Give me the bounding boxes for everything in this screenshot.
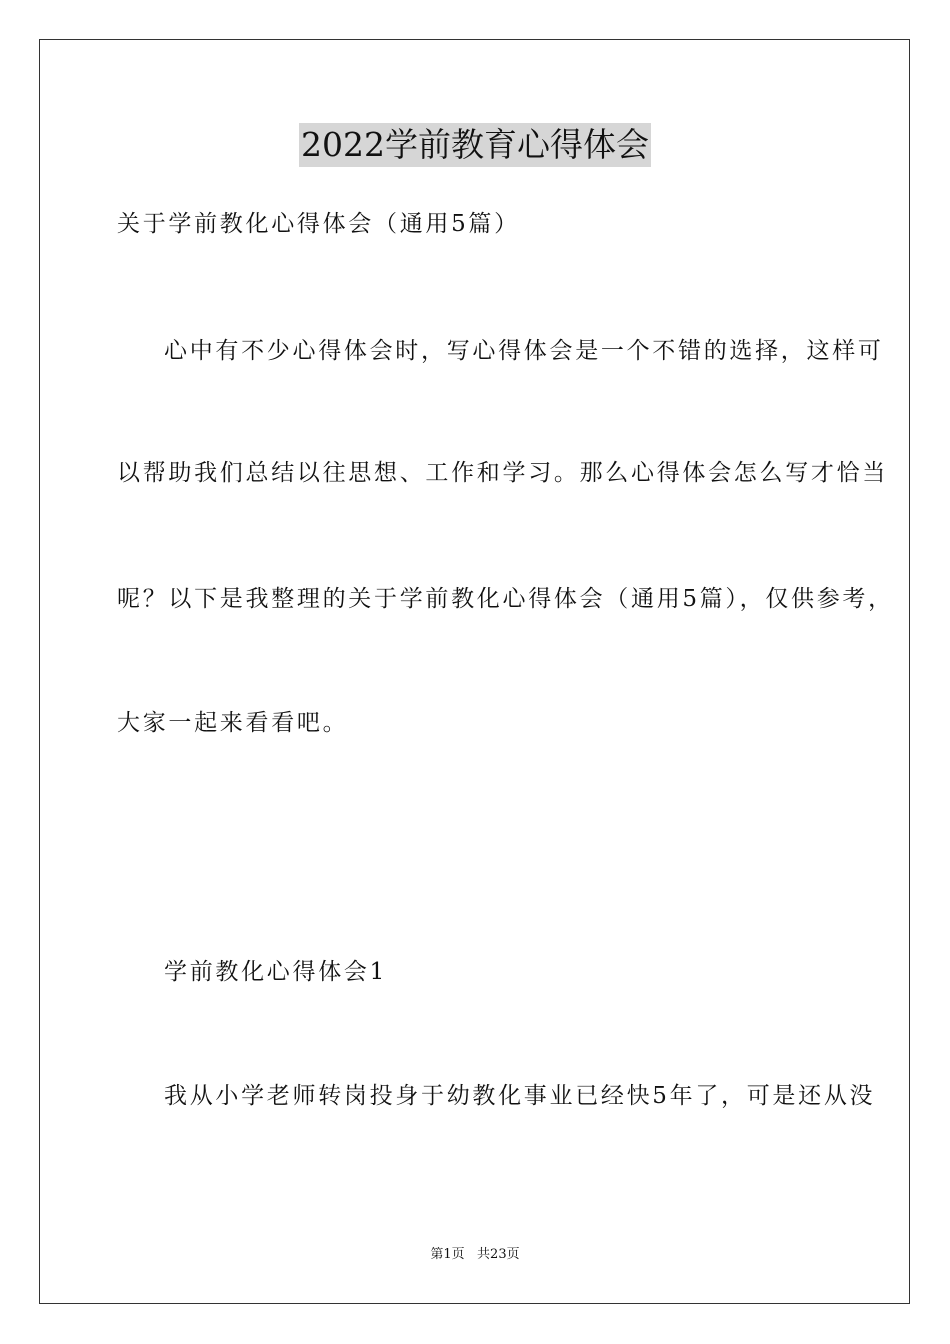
document-subtitle: 关于学前教化心得体会（通用5篇） <box>117 211 520 237</box>
body-line-1: 我从小学老师转岗投身于幼教化事业已经快5年了，可是还从没 <box>164 1083 876 1109</box>
intro-line-2: 以帮助我们总结以往思想、工作和学习。那么心得体会怎么写才恰当 <box>117 460 888 486</box>
page-number-footer: 第1页 共23页 <box>430 1247 520 1262</box>
title-container <box>0 123 950 167</box>
intro-line-3: 呢？以下是我整理的关于学前教化心得体会（通用5篇），仅供参考， <box>117 586 894 612</box>
intro-line-4: 大家一起来看看吧。 <box>117 710 349 736</box>
document-title: 2022学前教育心得体会 <box>299 123 651 167</box>
intro-line-1: 心中有不少心得体会时，写心得体会是一个不错的选择，这样可 <box>164 338 884 364</box>
section-heading: 学前教化心得体会1 <box>164 959 387 985</box>
